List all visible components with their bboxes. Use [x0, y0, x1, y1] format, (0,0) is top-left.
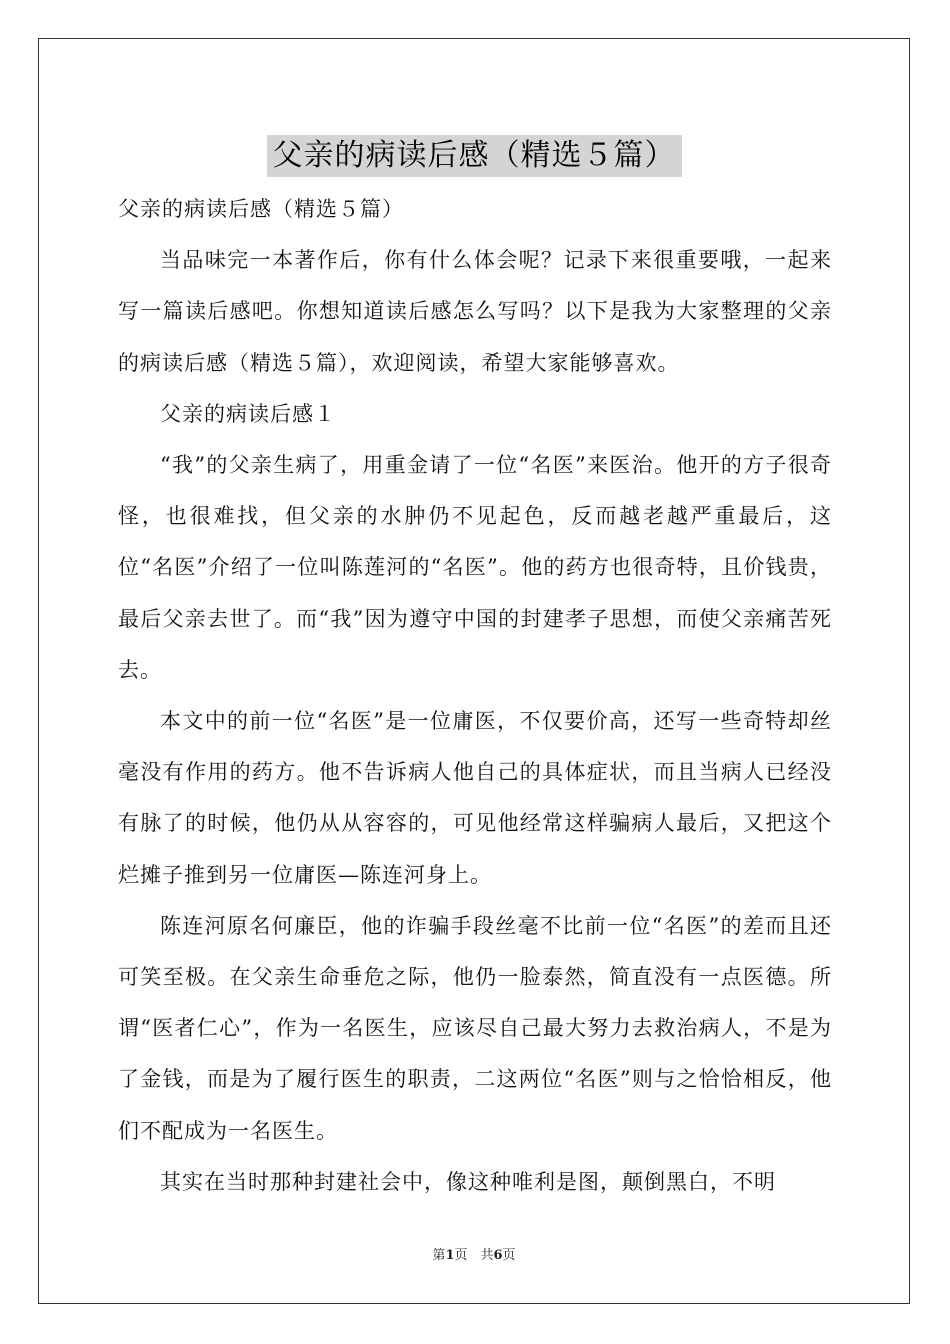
page-footer — [39, 1244, 909, 1263]
paragraph-3: 陈连河原名何廉臣，他的诈骗手段丝毫不比前一位“名医”的差而且还可笑至极。在父亲生命垂危之际，他仍一脸泰然，简直没有一点医德。所谓“医者仁心”，作为一名医生，应该尽自己最大努力去救治病人，不是为了金钱，而是为了履行医生的职责，二这两位“名医”则与之恰恰相反，他们不配成为一名医生。 — [118, 913, 832, 1143]
title-wrap — [39, 135, 909, 177]
paragraph-4: 其实在当时那种封建社会中，像这种唯利是图，颠倒黑白，不明 — [160, 1169, 776, 1194]
footer-middle: 页 共 — [454, 1248, 494, 1263]
section-heading: 父亲的病读后感１ — [160, 401, 336, 426]
document-body — [118, 184, 832, 1208]
paragraph-1: “我”的父亲生病了，用重金请了一位“名医”来医治。他开的方子很奇怪，也很难找，但父亲的水肿仍不见起色，反而越老越严重最后，这位“名医”介绍了一位叫陈莲河的“名医”。他的药方也很奇特，且价钱贵，最后父亲去世了。而“我”因为遵守中国的封建孝子思想，而使父亲痛苦死去。 — [118, 453, 832, 682]
paragraph-intro: 当品味完一本著作后，你有什么体会呢？记录下来很重要哦，一起来写一篇读后感吧。你想知道读后感怎么写吗？以下是我为大家整理的父亲的病读后感（精选５篇），欢迎阅读，希望大家能够喜欢。 — [118, 248, 832, 375]
page-title: 父亲的病读后感（精选５篇） — [267, 135, 682, 177]
paragraph-2: 本文中的前一位“名医”是一位庸医，不仅要价高，还写一些奇特却丝毫没有作用的药方。他不告诉病人他自己的具体症状，而且当病人已经没有脉了的时候，他仍从从容容的，可见他经常这样骗病人最后，又把这个烂摊子推到另一位庸医—陈连河身上。 — [118, 709, 832, 887]
subtitle-line: 父亲的病读后感（精选５篇） — [118, 197, 404, 221]
footer-prefix: 第 — [432, 1248, 446, 1263]
document-page — [38, 38, 910, 1304]
footer-total-pages: 6 — [493, 1248, 503, 1263]
footer-current-page: 1 — [445, 1248, 455, 1263]
footer-suffix: 页 — [502, 1248, 516, 1263]
